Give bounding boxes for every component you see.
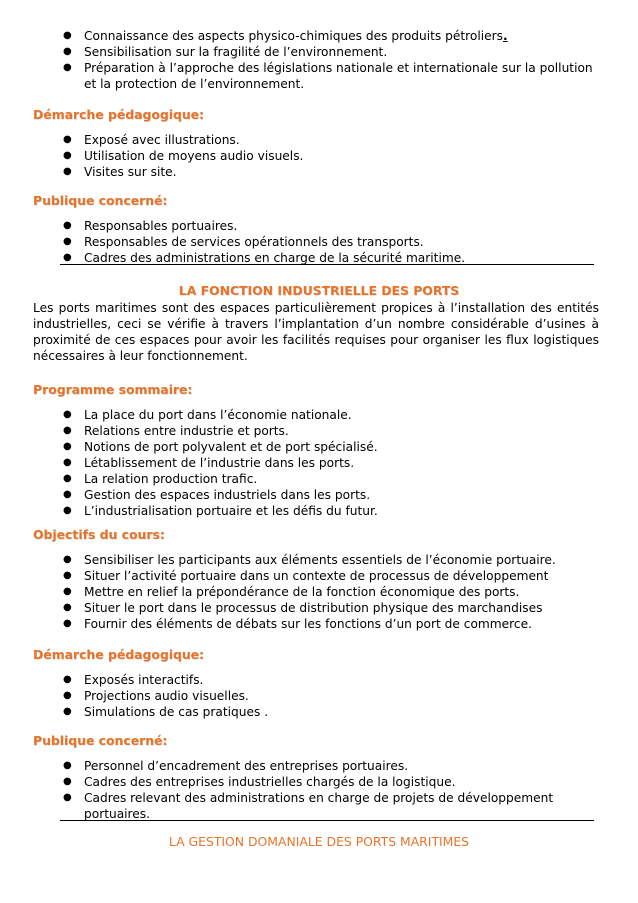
list-item: ● Cadres des entreprises industrielles chargés de la logistique. bbox=[63, 775, 456, 789]
list-item: ● Mettre en relief la prépondérance de la fonction économique des ports. bbox=[63, 585, 520, 599]
list-item: ● Sensibilisation sur la fragilité de l’environnement. bbox=[63, 45, 388, 59]
list-item: ● Personnel d’encadrement des entreprises portuaires. bbox=[63, 759, 409, 773]
bullet-icon: ● bbox=[63, 46, 72, 57]
list-item: ● Responsables de services opérationnels des transports. bbox=[63, 235, 424, 249]
list-item: ● Exposé avec illustrations. bbox=[63, 133, 240, 147]
section-heading-public: Publique concerné: bbox=[33, 193, 168, 208]
method-list-2 bbox=[60, 672, 600, 720]
list-item: ● Utilisation de moyens audio visuels. bbox=[63, 149, 304, 163]
section-heading-programme: Programme sommaire: bbox=[33, 382, 193, 397]
bullet-icon: ● bbox=[63, 30, 72, 41]
list-item: ● Fournir des éléments de débats sur les fonctions d’un port de commerce. bbox=[63, 617, 532, 631]
audience-list bbox=[60, 218, 600, 266]
programme-list bbox=[60, 407, 600, 519]
list-item: ● Situer le port dans le processus de distribution physique des marchandises bbox=[63, 601, 543, 615]
bullet-icon: ● bbox=[63, 134, 72, 145]
list-item: ● Projections audio visuelles. bbox=[63, 689, 249, 703]
list-item: ● Situer l’activité portuaire dans un contexte de processus de développement bbox=[63, 569, 549, 583]
bullet-icon: ● bbox=[63, 602, 72, 613]
divider bbox=[60, 264, 594, 265]
section-heading-objectifs: Objectifs du cours: bbox=[33, 527, 165, 542]
bullet-icon: ● bbox=[63, 441, 72, 452]
bullet-icon: ● bbox=[63, 760, 72, 771]
knowledge-list bbox=[60, 28, 600, 92]
list-item: ● Cadres des administrations en charge de la sécurité maritime. bbox=[63, 251, 466, 265]
list-item: ● Gestion des espaces industriels dans les ports. bbox=[63, 488, 371, 502]
list-item: ● Simulations de cas pratiques . bbox=[63, 705, 269, 719]
list-item: ● Responsables portuaires. bbox=[63, 219, 238, 233]
list-item: ● La place du port dans l’économie nationale. bbox=[63, 408, 352, 422]
bullet-icon: ● bbox=[63, 674, 72, 685]
section-heading-demarche: Démarche pédagogique: bbox=[33, 107, 205, 122]
section-heading-public-2: Publique concerné: bbox=[33, 733, 168, 748]
bullet-icon: ● bbox=[63, 473, 72, 484]
bullet-icon: ● bbox=[63, 570, 72, 581]
bullet-icon: ● bbox=[63, 489, 72, 500]
list-item: ● Visites sur site. bbox=[63, 165, 177, 179]
bullet-icon: ● bbox=[63, 409, 72, 420]
section-heading-demarche-2: Démarche pédagogique: bbox=[33, 647, 205, 662]
divider bbox=[60, 820, 594, 821]
footer-section-title: LA GESTION DOMANIALE DES PORTS MARITIMES bbox=[168, 834, 470, 849]
intro-paragraph: Les ports maritimes sont des espaces particulièrement propices à l’installation des entités industrielles, ceci se vérifie à travers l’implantation d’un nombre considérable d’usines à proximité de ces espaces pour avoir les facilités requises pour organiser les flux logistiques nécessaires à leur fonctionnement. bbox=[33, 301, 599, 363]
list-item: ● Préparation à l’approche des législations nationale et internationale sur la pollution et la protection de l’environnement. bbox=[63, 61, 593, 91]
bullet-icon: ● bbox=[63, 554, 72, 565]
method-list bbox=[60, 132, 600, 180]
bullet-icon: ● bbox=[63, 62, 72, 73]
bullet-icon: ● bbox=[63, 706, 72, 717]
bullet-icon: ● bbox=[63, 457, 72, 468]
objectives-list bbox=[60, 552, 600, 632]
list-item: ● L’industrialisation portuaire et les défis du futur. bbox=[63, 504, 378, 518]
bullet-icon: ● bbox=[63, 166, 72, 177]
list-item: ● La relation production trafic. bbox=[63, 472, 258, 486]
list-item: ● Exposés interactifs. bbox=[63, 673, 204, 687]
section-title: LA FONCTION INDUSTRIELLE DES PORTS bbox=[178, 283, 460, 298]
bullet-icon: ● bbox=[63, 586, 72, 597]
list-item: ● Sensibiliser les participants aux éléments essentiels de l’économie portuaire. bbox=[63, 553, 556, 567]
bullet-icon: ● bbox=[63, 618, 72, 629]
bullet-icon: ● bbox=[63, 150, 72, 161]
list-item: ● Relations entre industrie et ports. bbox=[63, 424, 289, 438]
bullet-icon: ● bbox=[63, 236, 72, 247]
list-item: ● Notions de port polyvalent et de port spécialisé. bbox=[63, 440, 378, 454]
bullet-icon: ● bbox=[63, 252, 72, 263]
bullet-icon: ● bbox=[63, 425, 72, 436]
bullet-icon: ● bbox=[63, 776, 72, 787]
bullet-icon: ● bbox=[63, 690, 72, 701]
list-item: ● Connaissance des aspects physico-chimiques des produits pétroliers. bbox=[63, 29, 508, 43]
bullet-icon: ● bbox=[63, 505, 72, 516]
bullet-icon: ● bbox=[63, 220, 72, 231]
list-item: ● Létablissement de l’industrie dans les ports. bbox=[63, 456, 355, 470]
list-item: ● Cadres relevant des administrations en charge de projets de développement portuaires. bbox=[63, 791, 554, 821]
bullet-icon: ● bbox=[63, 792, 72, 803]
audience-list-2 bbox=[60, 758, 600, 822]
